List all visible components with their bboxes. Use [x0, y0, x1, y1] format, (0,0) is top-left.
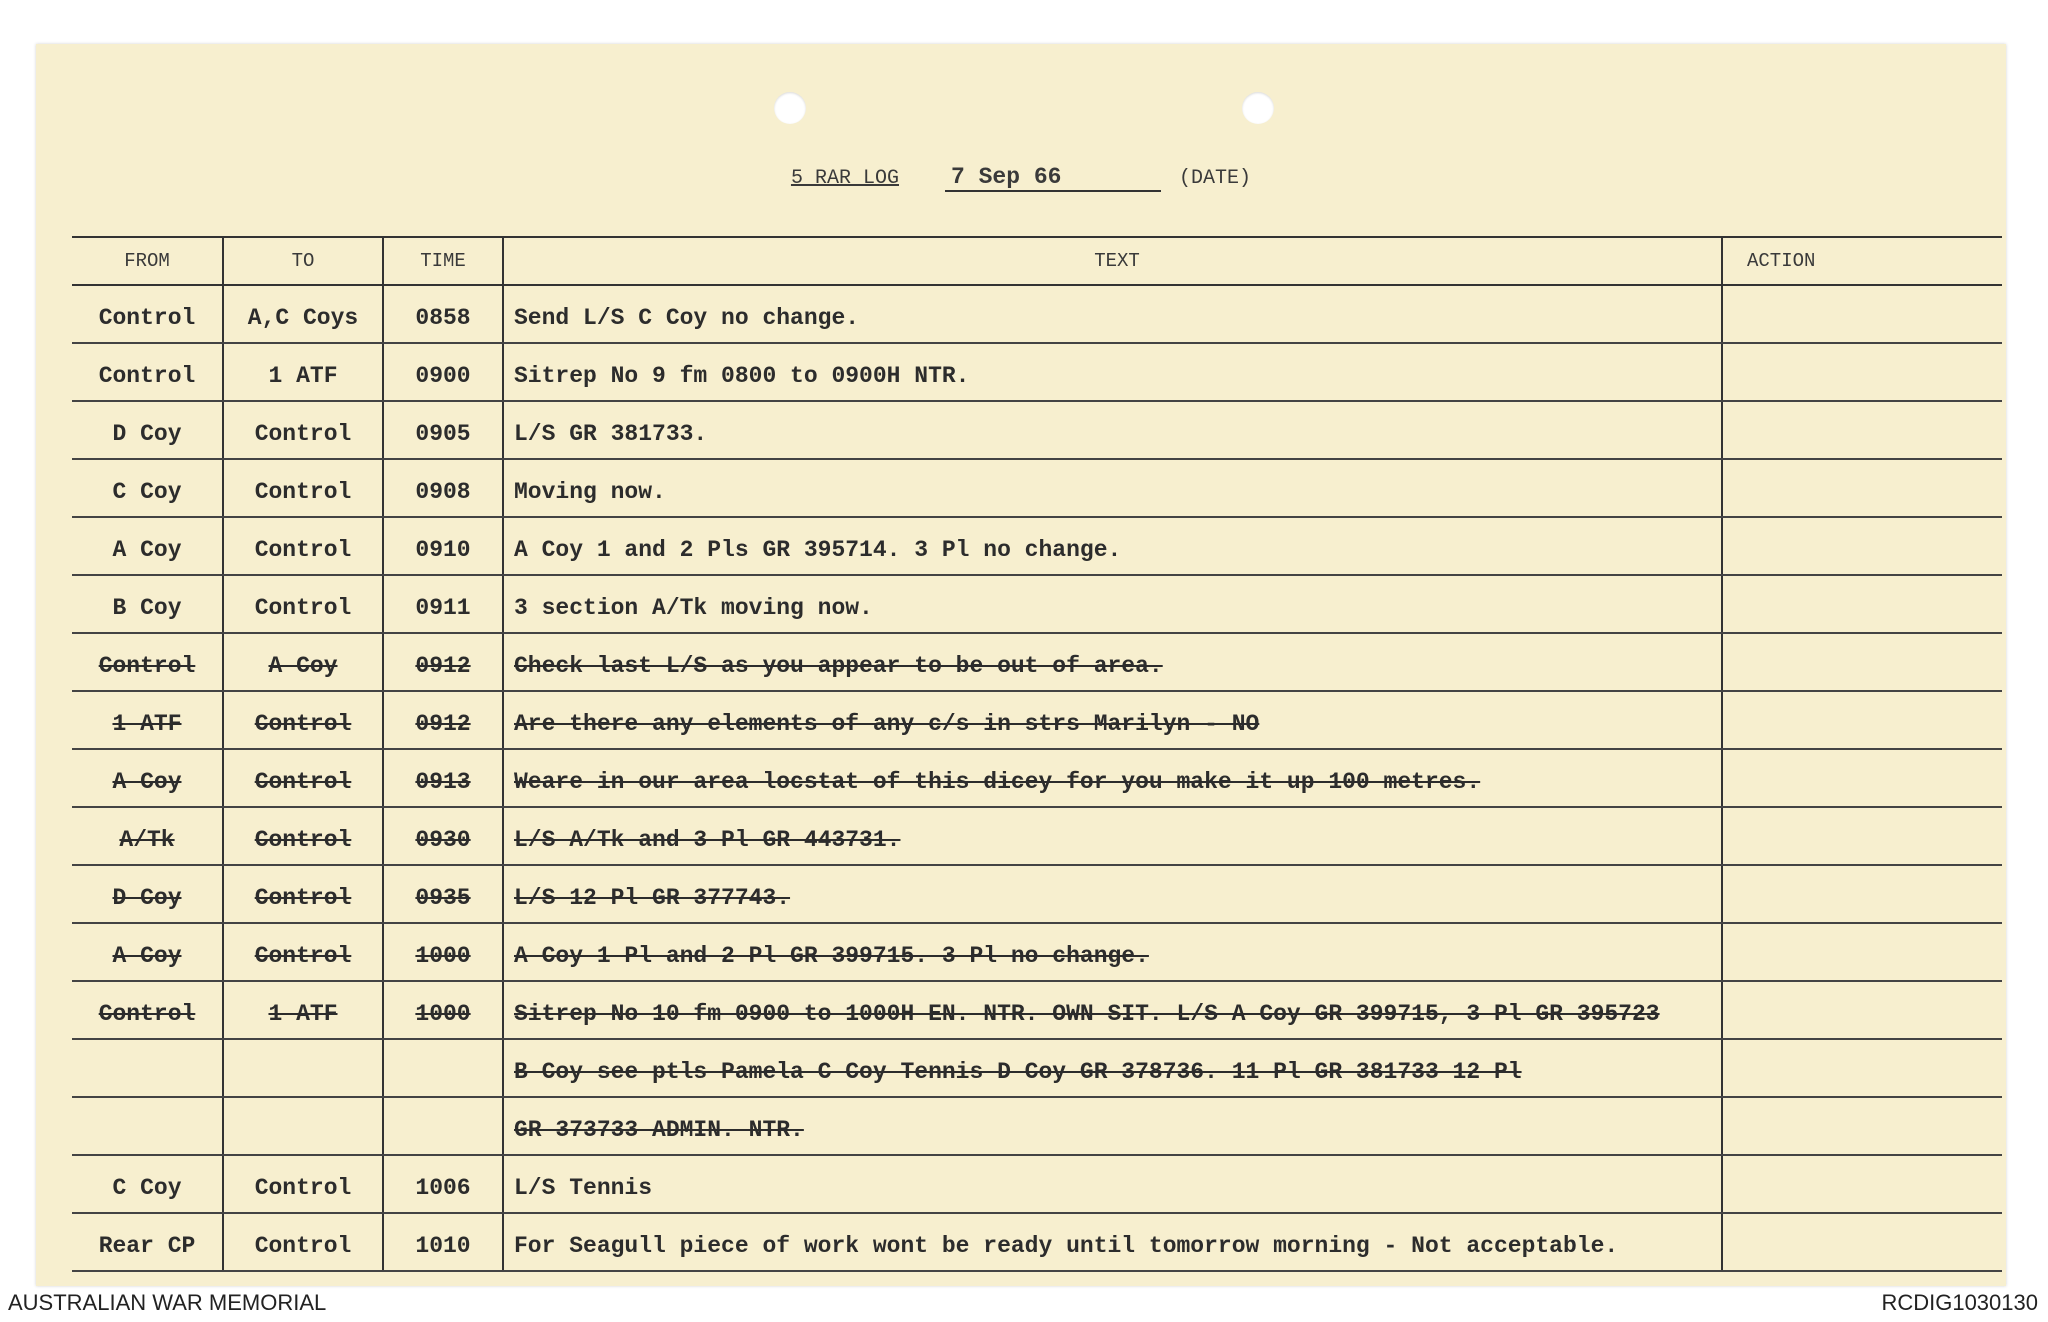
entry-time: 1000 [383, 981, 503, 1039]
entry-time [383, 1039, 503, 1097]
entry-action [1722, 401, 2002, 459]
archive-reference: RCDIG1030130 [1881, 1290, 2038, 1315]
entry-to [223, 1039, 383, 1097]
log-entry-row [72, 923, 2002, 981]
column-header-text: TEXT [503, 237, 1722, 285]
entry-time: 0930 [383, 807, 503, 865]
column-header-to: TO [223, 237, 383, 285]
entry-from: A Coy [72, 749, 223, 807]
entry-text: Sitrep No 9 fm 0800 to 0900H NTR. [503, 343, 1722, 401]
entry-text: GR 373733 ADMIN. NTR. [503, 1097, 1722, 1155]
entry-time: 0905 [383, 401, 503, 459]
entry-from: Rear CP [72, 1213, 223, 1271]
entry-text: Moving now. [503, 459, 1722, 517]
entry-time: 0911 [383, 575, 503, 633]
entry-text: L/S A/Tk and 3 Pl GR 443731. [503, 807, 1722, 865]
entry-to: 1 ATF [223, 343, 383, 401]
entry-text: 3 section A/Tk moving now. [503, 575, 1722, 633]
entry-time: 1010 [383, 1213, 503, 1271]
log-table [72, 236, 2002, 1272]
entry-from: D Coy [72, 401, 223, 459]
archive-credit: AUSTRALIAN WAR MEMORIAL [8, 1290, 327, 1315]
entry-to: A,C Coys [223, 285, 383, 343]
entry-time: 1000 [383, 923, 503, 981]
log-entry-row [72, 575, 2002, 633]
entry-text: L/S Tennis [503, 1155, 1722, 1213]
entry-time: 0910 [383, 517, 503, 575]
entry-text: L/S 12 Pl GR 377743. [503, 865, 1722, 923]
entry-text: A Coy 1 Pl and 2 Pl GR 399715. 3 Pl no change. [503, 923, 1722, 981]
log-entry-row [72, 343, 2002, 401]
entry-to [223, 1097, 383, 1155]
entry-to: Control [223, 1155, 383, 1213]
entry-text: A Coy 1 and 2 Pls GR 395714. 3 Pl no change. [503, 517, 1722, 575]
entry-time: 0900 [383, 343, 503, 401]
entry-from [72, 1097, 223, 1155]
entry-time: 0908 [383, 459, 503, 517]
entry-from: A Coy [72, 923, 223, 981]
entry-from: Control [72, 343, 223, 401]
entry-text: Weare in our area locstat of this dicey for you make it up 100 metres. [503, 749, 1722, 807]
entry-action [1722, 1097, 2002, 1155]
entry-to: 1 ATF [223, 981, 383, 1039]
log-header [36, 164, 2006, 192]
entry-action [1722, 575, 2002, 633]
entry-to: Control [223, 459, 383, 517]
log-date: 7 Sep 66 [945, 164, 1161, 192]
entry-to: Control [223, 517, 383, 575]
entry-action [1722, 1155, 2002, 1213]
entry-from: B Coy [72, 575, 223, 633]
entry-from: D Coy [72, 865, 223, 923]
entry-time: 1006 [383, 1155, 503, 1213]
entry-action [1722, 459, 2002, 517]
entry-action [1722, 749, 2002, 807]
entry-action [1722, 1039, 2002, 1097]
date-label: (DATE) [1179, 167, 1252, 190]
entry-text: Send L/S C Coy no change. [503, 285, 1722, 343]
entry-to: Control [223, 575, 383, 633]
entry-from: Control [72, 981, 223, 1039]
log-entry-row [72, 691, 2002, 749]
log-entry-row [72, 1213, 2002, 1271]
punch-hole-right [1242, 92, 1274, 124]
entry-from: Control [72, 633, 223, 691]
log-entry-row [72, 981, 2002, 1039]
log-entry-row [72, 1097, 2002, 1155]
entry-text: B Coy see ptls Pamela C Coy Tennis D Coy GR 378736. 11 Pl GR 381733 12 Pl [503, 1039, 1722, 1097]
entry-to: Control [223, 691, 383, 749]
log-entry-row [72, 865, 2002, 923]
entry-from: A Coy [72, 517, 223, 575]
entry-action [1722, 865, 2002, 923]
entry-text: Sitrep No 10 fm 0900 to 1000H EN. NTR. OWN SIT. L/S A Coy GR 399715, 3 Pl GR 395723 [503, 981, 1722, 1039]
entry-action [1722, 285, 2002, 343]
entry-text: Are there any elements of any c/s in strs Marilyn - NO [503, 691, 1722, 749]
punch-hole-left [774, 92, 806, 124]
column-header-action: ACTION [1722, 237, 2002, 285]
log-entries [72, 285, 2002, 1271]
entry-action [1722, 807, 2002, 865]
entry-to: Control [223, 923, 383, 981]
log-entry-row [72, 633, 2002, 691]
entry-text: For Seagull piece of work wont be ready until tomorrow morning - Not acceptable. [503, 1213, 1722, 1271]
entry-to: Control [223, 865, 383, 923]
entry-time [383, 1097, 503, 1155]
entry-from [72, 1039, 223, 1097]
entry-to: A Coy [223, 633, 383, 691]
entry-to: Control [223, 807, 383, 865]
log-entry-row [72, 749, 2002, 807]
log-title: 5 RAR LOG [790, 167, 899, 190]
entry-from: C Coy [72, 1155, 223, 1213]
log-entry-row [72, 1155, 2002, 1213]
entry-time: 0913 [383, 749, 503, 807]
log-entry-row [72, 807, 2002, 865]
entry-text: Check last L/S as you appear to be out of area. [503, 633, 1722, 691]
entry-time: 0935 [383, 865, 503, 923]
entry-action [1722, 923, 2002, 981]
entry-from: Control [72, 285, 223, 343]
log-entry-row [72, 517, 2002, 575]
log-table-header [72, 237, 2002, 285]
entry-to: Control [223, 749, 383, 807]
entry-time: 0858 [383, 285, 503, 343]
entry-from: 1 ATF [72, 691, 223, 749]
entry-time: 0912 [383, 633, 503, 691]
entry-from: A/Tk [72, 807, 223, 865]
entry-to: Control [223, 401, 383, 459]
entry-time: 0912 [383, 691, 503, 749]
entry-action [1722, 981, 2002, 1039]
entry-action [1722, 691, 2002, 749]
entry-action [1722, 1213, 2002, 1271]
column-header-time: TIME [383, 237, 503, 285]
log-entry-row [72, 285, 2002, 343]
log-entry-row [72, 459, 2002, 517]
log-entry-row [72, 1039, 2002, 1097]
column-header-from: FROM [72, 237, 223, 285]
entry-to: Control [223, 1213, 383, 1271]
entry-action [1722, 633, 2002, 691]
entry-action [1722, 343, 2002, 401]
entry-action [1722, 517, 2002, 575]
entry-from: C Coy [72, 459, 223, 517]
entry-text: L/S GR 381733. [503, 401, 1722, 459]
log-entry-row [72, 401, 2002, 459]
